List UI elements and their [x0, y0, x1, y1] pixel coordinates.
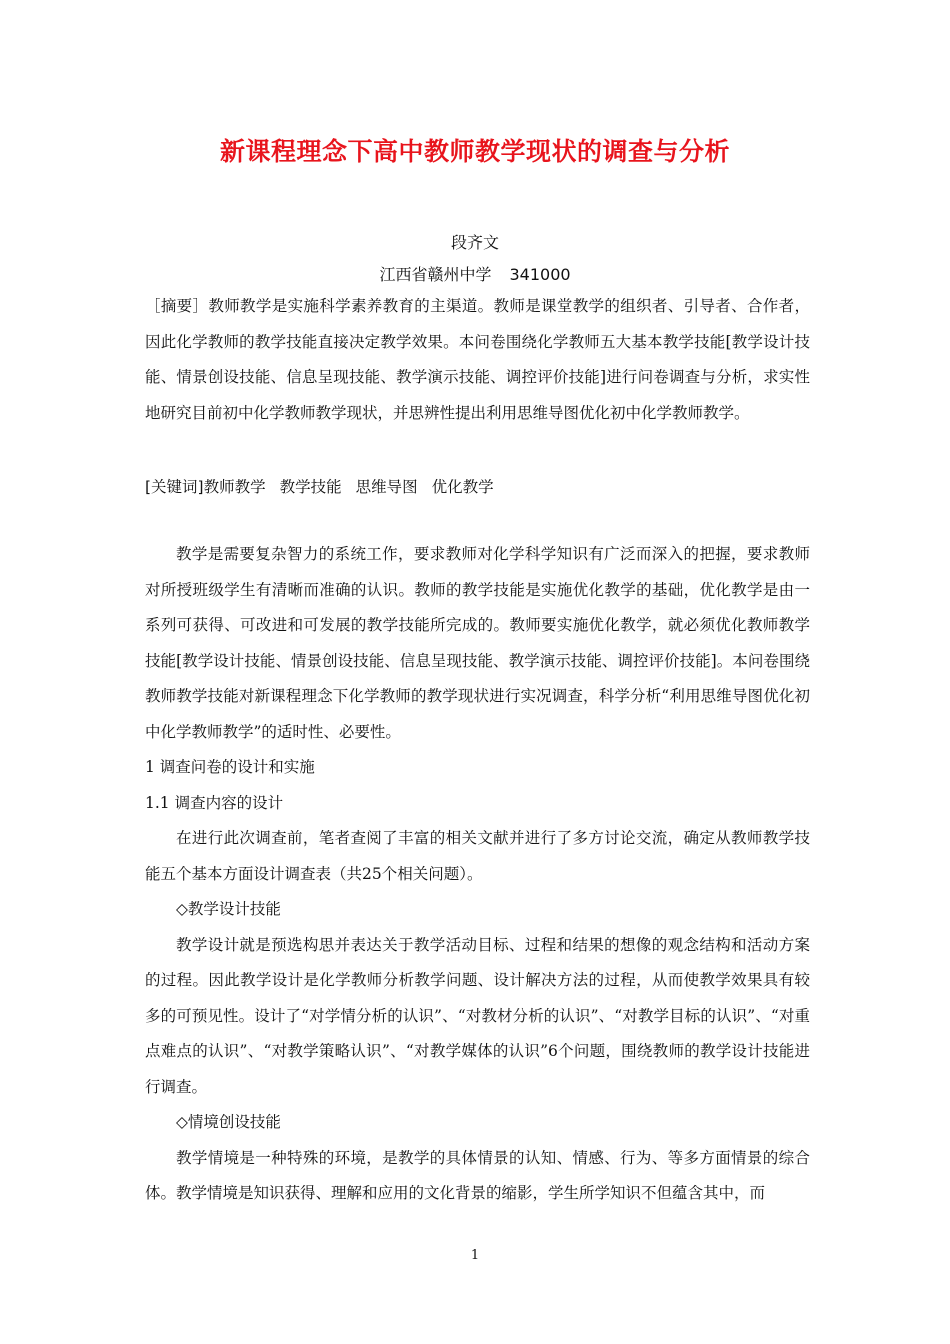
keywords: [145, 470, 810, 506]
document-title: 新课程理念下高中教师教学现状的调查与分析: [219, 137, 730, 166]
school-name: 江西省赣州中学: [379, 265, 492, 284]
affiliation: [0, 262, 950, 285]
bullet-heading: ◇教学设计技能: [176, 900, 281, 918]
keyword-item: 思维导图: [355, 478, 418, 496]
abstract: [145, 289, 810, 431]
keyword-item: 教师教学: [203, 478, 266, 496]
page-number: 1: [470, 1248, 480, 1263]
abstract-label: ［摘要］: [145, 297, 209, 315]
subsection-heading: 1.1 调查内容的设计: [145, 793, 284, 812]
postcode: 341000: [509, 265, 571, 284]
abstract-text: 教师教学是实施科学素养教育的主渠道。教师是课堂教学的组织者、引导者、合作者，因此化学教师的教学技能直接决定教学效果。本问卷围绕化学教师五大基本教学技能[教学设计技能、情景创设技能、信息呈现技能、教学演示技能、调控评价技能]进行问卷调查与分析，求实性地研究目前初中化学教师教学现状，并思辨性提出利用思维导图优化初中化学教师教学。: [145, 297, 810, 422]
author-name: 段齐文: [450, 233, 499, 252]
main-body: [145, 537, 810, 1212]
keyword-item: 优化教学: [431, 478, 494, 496]
body-paragraph: 教学是需要复杂智力的系统工作，要求教师对化学科学知识有广泛而深入的把握，要求教师对所授班级学生有清晰而准确的认识。教师的教学技能是实施优化教学的基础，优化教学是由一系列可获得、可改进和可发展的教学技能所完成的。教师要实施优化教学，就必须优化教师教学技能[教学设计技能、情景创设技能、信息呈现技能、教学演示技能、调控评价技能]。本问卷围绕教师教学技能对新课程理念下化学教师的教学现状进行实况调查，科学分析“利用思维导图优化初中化学教师教学”的适时性、必要性。: [145, 545, 810, 741]
keyword-item: 教学技能: [279, 478, 342, 496]
bullet-heading: ◇情境创设技能: [176, 1113, 281, 1131]
body-paragraph: 教学设计就是预选构思并表达关于教学活动目标、过程和结果的想像的观念结构和活动方案的过程。因此教学设计是化学教师分析教学问题、设计解决方法的过程，从而使教学效果具有较多的可预见性。设计了“对学情分析的认识”、“对教材分析的认识”、“对教学目标的认识”、“对重点难点的认识”、“对教学策略认识”、“对教学媒体的认识”6个问题，围绕教师的教学设计技能进行调查。: [145, 935, 810, 1096]
body-paragraph: 在进行此次调查前，笔者查阅了丰富的相关文献并进行了多方讨论交流，确定从教师教学技能五个基本方面设计调查表（共25个相关问题）。: [145, 829, 810, 883]
body-paragraph: 教学情境是一种特殊的环境，是教学的具体情景的认知、情感、行为、等多方面情景的综合体。教学情境是知识获得、理解和应用的文化背景的缩影，学生所学知识不但蕴含其中，而: [145, 1148, 810, 1202]
section-heading: 1 调查问卷的设计和实施: [145, 758, 315, 776]
keywords-label: [关键词]: [145, 478, 204, 496]
